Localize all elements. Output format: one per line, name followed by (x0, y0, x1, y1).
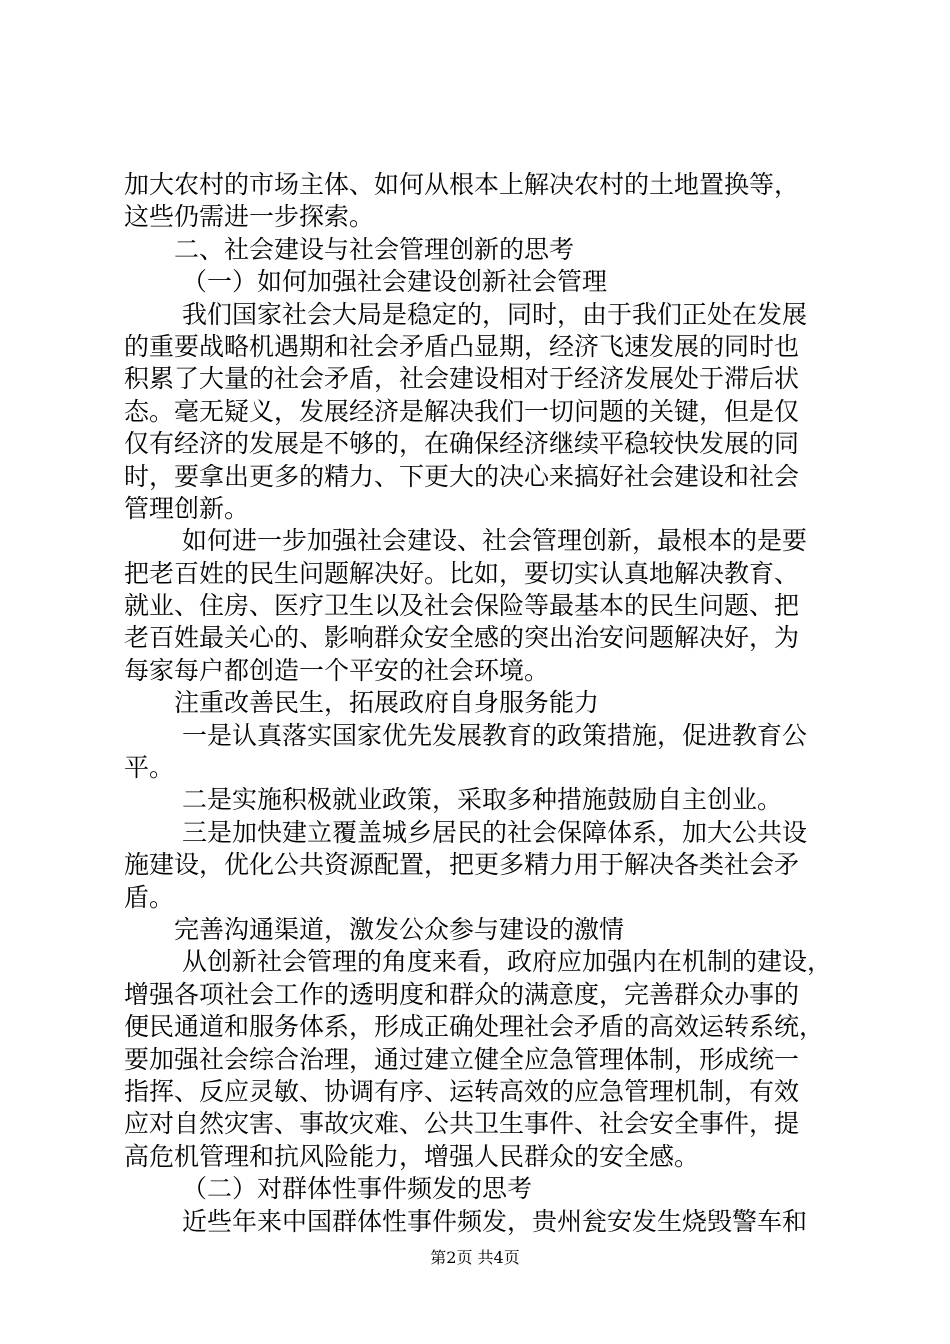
text-line: 要加强社会综合治理，通过建立健全应急管理体制，形成统一 (124, 1044, 800, 1074)
text-line: 老百姓最关心的、影响群众安全感的突出治安问题解决好，为 (124, 623, 800, 653)
text-line: 如何进一步加强社会建设、社会管理创新，最根本的是要 (182, 526, 808, 556)
text-line: 应对自然灾害、事故灾难、公共卫生事件、社会安全事件，提 (124, 1109, 800, 1139)
subsection-heading: （二）对群体性事件频发的思考 (182, 1174, 533, 1204)
text-line: 积累了大量的社会矛盾，社会建设相对于经济发展处于滞后状 (124, 364, 800, 394)
text-line: 从创新社会管理的角度来看，政府应加强内在机制的建设， (182, 947, 833, 977)
text-line: 高危机管理和抗风险能力，增强人民群众的安全感。 (124, 1141, 700, 1171)
text-line: 便民通道和服务体系，形成正确处理社会矛盾的高效运转系统， (124, 1012, 825, 1042)
text-line: 态。毫无疑义，发展经济是解决我们一切问题的关键，但是仅 (124, 396, 800, 426)
text-line: 三是加快建立覆盖城乡居民的社会保障体系，加大公共设 (182, 817, 808, 847)
text-line: 加大农村的市场主体、如何从根本上解决农村的土地置换等， (124, 170, 800, 199)
text-line: 一是认真落实国家优先发展教育的政策措施，促进教育公 (182, 720, 808, 750)
text-line: 仅有经济的发展是不够的，在确保经济继续平稳较快发展的同 (124, 429, 800, 459)
text-line: 盾。 (124, 882, 175, 912)
section-heading: 二、社会建设与社会管理创新的思考 (174, 234, 575, 264)
text-line: 管理创新。 (124, 493, 250, 523)
document-body (124, 169, 832, 1238)
text-line: 施建设，优化公共资源配置，把更多精力用于解决各类社会矛 (124, 850, 800, 880)
text-line: 时，要拿出更多的精力、下更大的决心来搞好社会建设和社会 (124, 461, 800, 491)
text-line: 二是实施积极就业政策，采取多种措施鼓励自主创业。 (182, 785, 783, 815)
text-line: 指挥、反应灵敏、协调有序、运转高效的应急管理机制，有效 (124, 1076, 800, 1106)
text-line: 把老百姓的民生问题解决好。比如，要切实认真地解决教育、 (124, 558, 800, 588)
text-line: 增强各项社会工作的透明度和群众的满意度，完善群众办事的 (124, 979, 800, 1009)
text-line: 近些年来中国群体性事件频发，贵州瓮安发生烧毁警车和 (182, 1206, 808, 1236)
text-line: 的重要战略机遇期和社会矛盾凸显期，经济飞速发展的同时也 (124, 331, 800, 361)
page-number: 第2页 共4页 (430, 1248, 520, 1267)
paragraph-heading: 完善沟通渠道，激发公众参与建设的激情 (174, 914, 625, 944)
text-line: 这些仍需进一步探索。 (124, 202, 375, 232)
text-line: 平。 (124, 753, 175, 783)
subsection-heading: （一）如何加强社会建设创新社会管理 (182, 267, 608, 297)
text-line: 每家每户都创造一个平安的社会环境。 (124, 655, 550, 685)
text-line: 就业、住房、医疗卫生以及社会保险等最基本的民生问题、把 (124, 591, 800, 621)
text-line: 我们国家社会大局是稳定的，同时，由于我们正处在发展 (182, 299, 808, 329)
paragraph-heading: 注重改善民生，拓展政府自身服务能力 (174, 688, 600, 718)
